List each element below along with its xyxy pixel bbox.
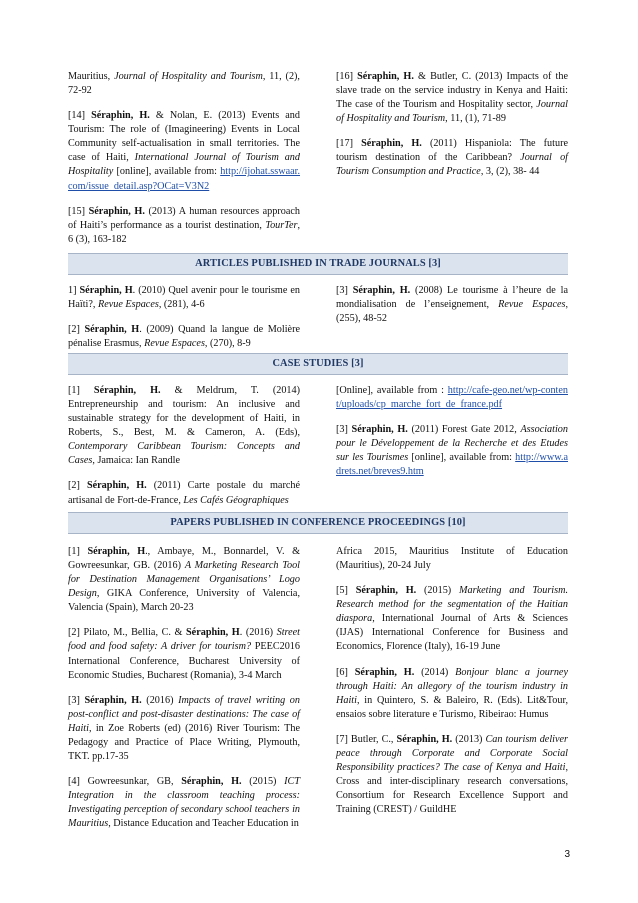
- reference-entry: [68, 775, 300, 831]
- reference-link[interactable]: http://ijohat.sswaar.com/issue_detail.asp?OCat=V3N2: [68, 166, 300, 192]
- publication-title: Bonjour blanc a journey through Haiti: An allegory of the tourism industry in Haiti: [336, 666, 568, 706]
- reference-text: , Cross and inter-disciplinary research conversations, Consortium for Research Excellence Support and Training (CREST) / GuildHE: [336, 762, 568, 816]
- reference-text: & Nolan, E. (2013) Events and Tourism: The role of (Imagineering) Events in Local Community self-actualisation in small territories. The case of Haiti,: [68, 110, 300, 164]
- reference-text: (2016): [141, 694, 179, 706]
- reference-text: (2011) Carte postale du marché artisanal de Fort-de-France,: [68, 480, 300, 506]
- references-conference-proceedings: [68, 545, 568, 831]
- publication-title: Journal of Hospitality and Tourism: [336, 99, 568, 125]
- reference-entry: [336, 137, 568, 179]
- reference-text: , GIKA Conference, University of Valencia, Valencia (Spain), March 20-23: [68, 588, 300, 614]
- publication-title: TourTer: [265, 219, 298, 231]
- reference-text: [7] Butler, C.,: [336, 733, 397, 745]
- reference-text: Africa 2015, Mauritius Institute of Education (Mauritius), 20-24 July: [336, 546, 568, 572]
- reference-entry: [336, 284, 568, 326]
- reference-text: [16]: [336, 71, 358, 82]
- page-number: 3: [564, 849, 570, 860]
- reference-text: [2] Pilato, M., Bellia, C. &: [68, 627, 187, 639]
- publication-title: ICT Integration in the classroom teaching process: Investigating perception of secondary school teachers in Mauritius: [68, 776, 300, 830]
- reference-entry: [68, 70, 300, 98]
- publication-title: Marketing and Tourism. Research method for the segmentation of the Haitian diaspora: [336, 585, 568, 625]
- reference-text: [1]: [68, 385, 94, 396]
- publication-title: Association pour le Développement de la Recherche et des Etudes sur les Tourismes: [336, 424, 568, 464]
- author-name: Séraphin, H: [84, 324, 140, 336]
- reference-text: , (270), 8-9: [204, 338, 251, 350]
- right-column: [336, 545, 568, 831]
- reference-text: [online], available from:: [113, 166, 221, 178]
- reference-text: (2015): [416, 585, 460, 597]
- reference-text: 1]: [68, 285, 80, 296]
- publication-title: Impacts of travel writing on post-conflict and post-disaster destinations: The case of Haiti: [68, 694, 300, 734]
- reference-text: (2008) Le tourisme à l’heure de la mondialisation de l’enseignement,: [336, 285, 568, 311]
- reference-entry: [336, 584, 568, 654]
- references-case-studies: [68, 384, 568, 508]
- publication-title: Street food and food safety: A driver for tourism?: [68, 627, 300, 653]
- author-name: Séraphin, H: [79, 285, 133, 296]
- reference-entry: [336, 70, 568, 126]
- reference-text: [2]: [68, 480, 87, 492]
- left-column: [68, 384, 300, 508]
- author-name: Séraphin, H.: [88, 205, 145, 217]
- reference-entry: [68, 205, 300, 247]
- author-name: Séraphin, H.: [352, 285, 411, 296]
- publication-title: Journal of Hospitality and Tourism: [114, 71, 263, 82]
- author-name: Séraphin, H.: [91, 110, 150, 122]
- author-name: Séraphin, H.: [355, 585, 417, 597]
- reference-entry: [68, 626, 300, 682]
- reference-text: [14]: [68, 110, 92, 122]
- publication-title: Can tourism deliver peace through Corporate and Corporate Social Responsibility practices? The case of Kenya and Haiti: [336, 733, 568, 774]
- reference-text: (2014): [414, 666, 456, 678]
- author-name: Séraphin, H: [87, 546, 146, 557]
- reference-text: , 6 (3), 163-182: [68, 219, 300, 245]
- left-column: [68, 70, 300, 247]
- reference-text: [15]: [68, 205, 89, 217]
- reference-text: , (281), 4-6: [158, 299, 205, 311]
- reference-text: (2011) Hispaniola: The future tourism destination of the Caribbean?: [336, 138, 568, 164]
- reference-text: [6]: [336, 666, 355, 678]
- reference-text: (2011) Forest Gate 2012,: [407, 424, 521, 436]
- reference-text: [17]: [336, 138, 362, 150]
- reference-entry: [68, 694, 300, 764]
- publication-title: Revue Espaces: [498, 299, 566, 311]
- publication-title: Revue Espaces: [98, 299, 159, 311]
- author-name: Séraphin, H.: [351, 424, 408, 436]
- author-name: Séraphin, H.: [84, 694, 142, 706]
- section-heading-case-studies: CASE STUDIES [3]: [68, 353, 568, 375]
- reference-text: [Online], available from :: [336, 385, 448, 396]
- author-name: Séraphin, H: [186, 627, 240, 639]
- publication-title: Contemporary Caribbean Tourism: Concepts and Cases: [68, 441, 300, 467]
- reference-text: , (255), 48-52: [336, 299, 569, 325]
- reference-entry: [336, 423, 568, 479]
- reference-text: , 11, (2), 72-92: [68, 71, 300, 97]
- reference-entry: [68, 323, 300, 351]
- reference-entry: [68, 479, 300, 507]
- left-column: [68, 284, 300, 351]
- section-heading-trade-journals: ARTICLES PUBLISHED IN TRADE JOURNALS [3]: [68, 253, 568, 275]
- left-column: [68, 545, 300, 831]
- reference-text: , Distance Education and Teacher Education in: [108, 818, 299, 830]
- publication-title: Journal of Tourism Consumption and Practice: [336, 152, 568, 178]
- reference-text: , in Quintero, S. & Baleiro, R. (Eds). Lit&Tour, ensaios sobre literature e Turismo, Ribeirao: Humus: [336, 694, 568, 720]
- publication-title: Les Cafés Géographiques: [183, 494, 289, 506]
- reference-entry: [336, 733, 568, 817]
- reference-entry: [68, 384, 300, 468]
- reference-text: & Meldrum, T. (2014) Entrepreneurship and tourism: An inclusive and sustainable strategy for the development of Haiti, in Roberts, S., Best, M. & Cameron, A. (Eds),: [68, 385, 301, 439]
- author-name: Séraphin, H.: [86, 480, 147, 492]
- reference-entry: [68, 545, 300, 615]
- reference-link[interactable]: http://www.adrets.net/breves9.htm: [336, 452, 568, 478]
- right-column: [336, 70, 568, 247]
- reference-link[interactable]: http://cafe-geo.net/wp-content/uploads/cp_marche_fort_de_france.pdf: [336, 385, 568, 411]
- reference-text: , in Zoe Roberts (ed) (2016) River Tourism: The Pedagogy and Practice of Place Writing, Plymouth, TKT. pp.17-35: [68, 722, 300, 763]
- reference-text: [3]: [68, 694, 85, 706]
- publication-title: International Journal of Tourism and Hospitality: [68, 152, 300, 178]
- reference-entry: [68, 284, 300, 312]
- author-name: Séraphin, H.: [357, 71, 414, 82]
- reference-text: , 3, (2), 38- 44: [480, 166, 540, 178]
- section-heading-conference-proceedings: PAPERS PUBLISHED IN CONFERENCE PROCEEDINGS [10]: [68, 512, 568, 534]
- reference-text: ., Ambaye, M., Bonnardel, V. & Gowreesunkar, GB. (2016): [68, 546, 300, 572]
- reference-text: [2]: [68, 324, 85, 336]
- reference-text: PEEC2016 International Conference, Bucharest University of Economic Studies, Bucharest (Romania), 3-4 March: [68, 641, 300, 681]
- reference-text: (2013) A human resources approach of Haiti’s performance as a tourist destination,: [68, 205, 300, 231]
- author-name: Séraphin, H.: [396, 733, 453, 745]
- reference-text: [online], available from:: [408, 452, 516, 464]
- references-journals: [68, 70, 568, 247]
- reference-text: (2013): [452, 733, 486, 745]
- author-name: Séraphin, H.: [93, 385, 161, 396]
- reference-text: . (2009) Quand la langue de Molière pénalise Erasmus,: [68, 324, 300, 350]
- reference-text: . (2010) Quel avenir pour le tourisme en Haïti?,: [68, 285, 300, 311]
- reference-text: [3]: [336, 424, 352, 436]
- reference-text: . (2016): [239, 627, 277, 639]
- author-name: Séraphin, H.: [181, 776, 242, 788]
- right-column: [336, 384, 568, 508]
- right-column: [336, 284, 568, 351]
- references-trade-journals: [68, 284, 568, 351]
- reference-entry: [336, 545, 568, 573]
- reference-text: [5]: [336, 585, 356, 597]
- publication-title: A Marketing Research Tool for Destination Management Organisations’ Logo Design: [68, 560, 300, 600]
- reference-entry: [336, 384, 568, 412]
- reference-text: , 11, (1), 71-89: [445, 113, 506, 125]
- reference-text: Mauritius,: [68, 71, 115, 82]
- author-name: Séraphin, H.: [361, 138, 422, 150]
- author-name: Séraphin, H.: [354, 666, 415, 678]
- reference-text: , International Journal of Arts & Sciences (IJAS) International Conference for Business and Economics, Florence (Italy), 16-19 June: [336, 613, 568, 653]
- reference-entry: [336, 666, 568, 722]
- publication-title: Revue Espaces: [144, 338, 205, 350]
- reference-text: [3]: [336, 285, 353, 296]
- reference-text: , Jamaica: Ian Randle: [92, 455, 181, 467]
- reference-text: (2015): [241, 776, 285, 788]
- reference-text: [4] Gowreesunkar, GB,: [68, 776, 182, 788]
- reference-entry: [68, 109, 300, 193]
- reference-text: [1]: [68, 546, 88, 557]
- reference-text: & Butler, C. (2013) Impacts of the slave trade on the service industry in Kenya and Haiti: The case of the Tourism and Hospitality sector,: [336, 71, 568, 111]
